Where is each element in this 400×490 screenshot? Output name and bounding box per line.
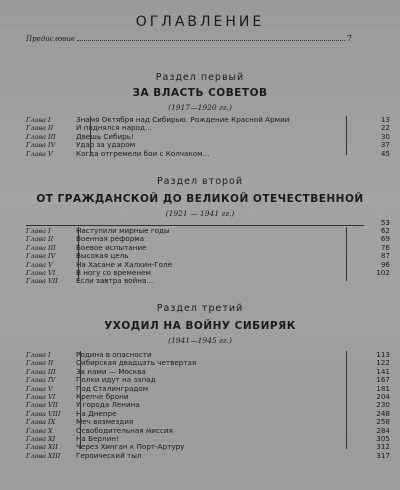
chapter-title: Когда отгремели бои с Колчаком... [76,148,210,158]
chapter-number: Глава IX [26,418,56,427]
chapter-title: Двешь Сибирь! [76,131,134,141]
chapter-page: 37 [380,140,390,150]
chapter-page: 258 [376,417,390,427]
chapter-page: 45 [380,148,390,158]
chapter-title: Освободительная миссия [76,425,173,435]
chapter-number: Глава III [26,367,56,376]
chapter-page: 167 [376,375,390,385]
chapter-page: 69 [380,234,390,244]
chapter-number: Глава IV [26,141,56,150]
chapter-title: Меч возмездия [76,417,134,427]
preface-entry [26,34,352,43]
chapter-page: 181 [376,383,390,393]
chapter-title: Полки идут на запад [76,375,156,385]
chapter-number: Глава IV [26,376,56,385]
chapter-title: Удар за ударом [76,140,136,150]
page-title: ОГЛАВЛЕНИЕ [135,14,265,30]
chapter-number: Глава II [26,124,54,133]
section-1-label: Раздел первый [155,72,245,83]
section-2-title: ОТ ГРАЖДАНСКОЙ ДО ВЕЛИКОЙ ОТЕЧЕСТВЕННОЙ [36,193,364,205]
column-rule [78,227,79,281]
chapter-title: Героический тыл [76,450,142,460]
chapter-page: 248 [376,408,390,418]
section-3-title: УХОДИЛ НА ВОЙНУ СИБИРЯК [104,320,296,332]
chapter-page: 76 [380,242,390,252]
chapter-title: Крепче брони [76,392,129,402]
toc-entry [26,150,390,158]
chapter-title: Родина в опасности [76,350,152,359]
chapter-page: 30 [380,131,390,141]
chapter-page: 113 [376,350,390,359]
section-3-years: (1941—1945 гг.) [168,336,232,345]
toc-entry [26,452,390,460]
chapter-page: 204 [376,392,390,402]
column-rule [346,116,347,155]
section-1-years: (1917—1920 гг.) [168,103,232,112]
chapter-number: Глава X [26,426,53,435]
section-2-years: (1921 — 1941 гг.) [165,209,235,218]
chapter-title: На Берлин! [76,434,119,444]
chapter-title: Высокая цель [76,251,129,261]
chapter-number: Глава I [26,116,51,124]
chapter-page: 87 [380,251,390,261]
chapter-number: Глава XIII [26,451,61,460]
chapter-title: Наступили мирные годы [76,226,170,235]
chapter-number: Глава VI [26,393,56,402]
chapter-title: У города Ленина [76,400,140,410]
chapter-page: 96 [380,259,390,269]
column-rule [80,351,81,449]
chapter-page: 230 [376,400,390,410]
chapter-page: 284 [376,425,390,435]
chapter-number: Глава III [26,243,56,252]
chapter-page: 22 [380,123,390,133]
chapter-page: 13 [380,115,390,124]
chapter-number: Глава XII [26,443,58,452]
chapter-page: 62 [380,226,390,235]
chapter-number: Глава I [26,351,51,359]
column-rule [90,116,91,155]
preface-label: Предисловие [26,35,75,43]
dot-leader [77,40,345,41]
chapter-title: Боевое испытание [76,242,147,252]
chapter-title: На Днепре [76,408,117,418]
section-2-entries [26,227,390,286]
chapter-number: Глава IV [26,252,56,261]
column-rule [346,351,347,449]
section-1-title: ЗА ВЛАСТЬ СОВЕТОВ [132,87,268,99]
column-rule [346,227,347,281]
chapter-page: 122 [376,358,390,368]
chapter-number: Глава VIII [26,409,61,418]
chapter-number: Глава XI [26,435,56,444]
chapter-number: Глава II [26,235,54,244]
chapter-page: 102 [376,268,390,278]
chapter-number: Глава VII [26,277,58,286]
chapter-title: За нами — Москва [76,366,146,376]
chapter-page: 317 [376,450,390,460]
section-3-label: Раздел третий [156,303,244,314]
chapter-number: Глава I [26,227,51,235]
chapter-number: Глава III [26,132,56,141]
section-2-label: Раздел второй [156,176,244,187]
chapter-number: Глава V [26,149,53,158]
chapter-number: Глава V [26,384,53,393]
chapter-title: И поднялся народ... [76,123,152,133]
chapter-number: Глава VI [26,269,56,278]
chapter-number: Глава II [26,359,54,368]
chapter-title: Военная реформа [76,234,145,244]
chapter-title: Через Хинган к Порт-Артуру [76,442,185,452]
chapter-title: Знамя Октября над Сибирью. Рождение Красной Армии [76,115,290,124]
chapter-title: Сибирская двадцать четвертая [76,358,197,368]
chapter-number: Глава VII [26,401,58,410]
chapter-title: На Хасане и Халхин-Голе [76,259,173,269]
chapter-page: 141 [376,366,390,376]
chapter-title: В ногу со временем [76,268,151,278]
section-2-page: 53 [380,218,390,227]
chapter-number: Глава V [26,260,53,269]
section-1-entries [26,116,390,158]
toc-entry [26,277,390,285]
chapter-title: Если завтра война... [76,276,154,286]
chapter-page: 312 [376,442,390,452]
chapter-page: 305 [376,434,390,444]
preface-page: 7 [346,34,352,43]
chapter-title: Под Сталинградом [76,383,149,393]
